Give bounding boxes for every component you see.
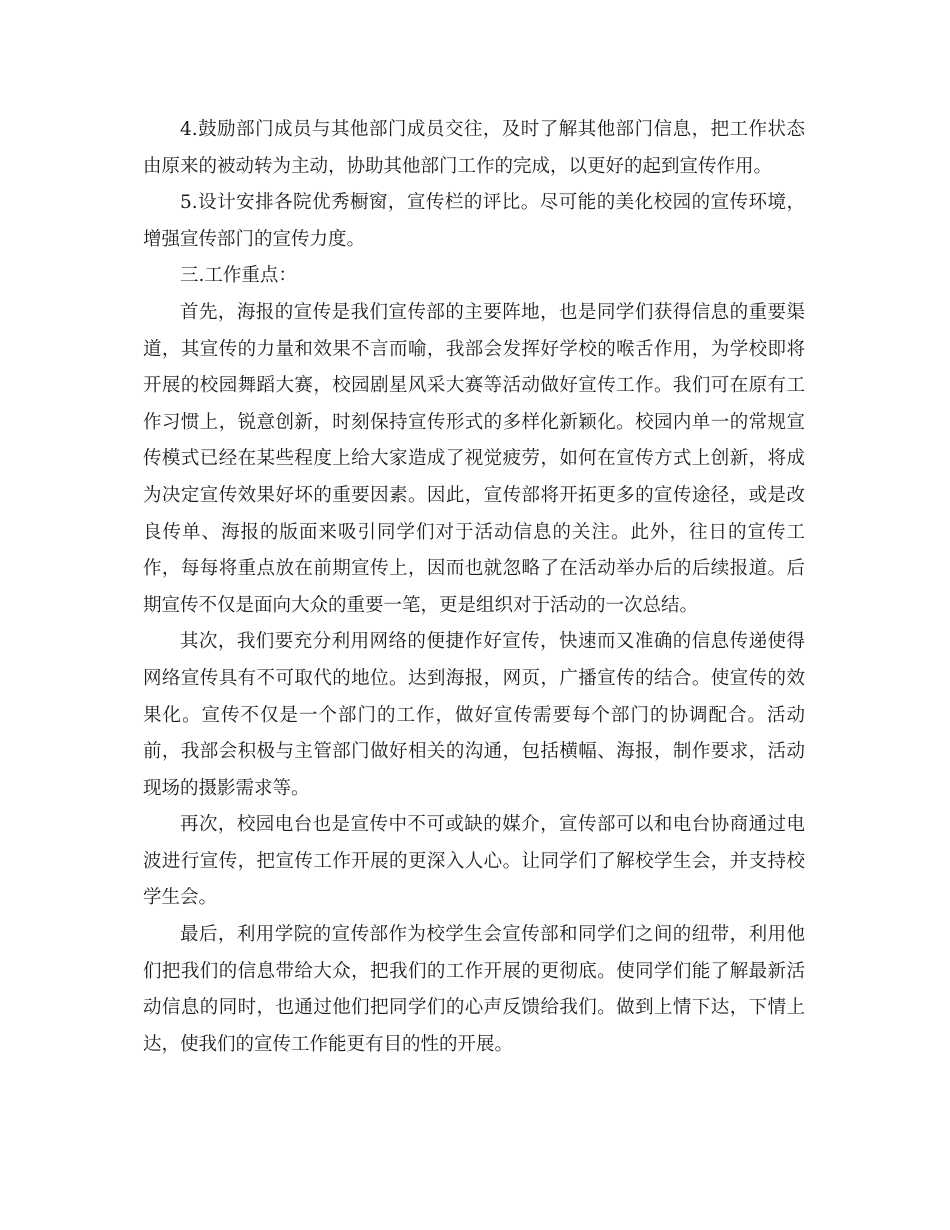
paragraph-item-5: 5.设计安排各院优秀橱窗，宣传栏的评比。尽可能的美化校园的宣传环境，增强宣传部门的宣传力度。 xyxy=(143,192,805,250)
paragraph-item-4: 4.鼓励部门成员与其他部门成员交往，及时了解其他部门信息，把工作状态由原来的被动转为主动，协助其他部门工作的完成，以更好的起到宣传作用。 xyxy=(143,119,805,177)
paragraph-last: 最后，利用学院的宣传部作为校学生会宣传部和同学们之间的纽带，利用他们把我们的信息带给大众，把我们的工作开展的更彻底。使同学们能了解最新活动信息的同时，也通过他们把同学们的心声反馈给我们。做到上情下达，下情上达，使我们的宣传工作能更有目的性的开展。 xyxy=(143,924,805,1055)
paragraph-third: 再次，校园电台也是宣传中不可或缺的媒介，宣传部可以和电台协商通过电波进行宣传，把宣传工作开展的更深入人心。让同学们了解校学生会，并支持校学生会。 xyxy=(143,814,805,909)
document-body xyxy=(143,112,805,1063)
paragraph-second: 其次，我们要充分利用网络的便捷作好宣传，快速而又准确的信息传递使得网络宣传具有不可取代的地位。达到海报，网页，广播宣传的结合。使宣传的效果化。宣传不仅是一个部门的工作，做好宣传需要每个部门的协调配合。活动前，我部会积极与主管部门做好相关的沟通，包括横幅、海报，制作要求，活动现场的摄影需求等。 xyxy=(143,631,805,799)
paragraph-first: 首先，海报的宣传是我们宣传部的主要阵地，也是同学们获得信息的重要渠道，其宣传的力量和效果不言而喻，我部会发挥好学校的喉舌作用，为学校即将开展的校园舞蹈大赛，校园剧星风采大赛等活动做好宣传工作。我们可在原有工作习惯上，锐意创新，时刻保持宣传形式的多样化新颖化。校园内单一的常规宣传模式已经在某些程度上给大家造成了视觉疲劳，如何在宣传方式上创新，将成为决定宣传效果好坏的重要因素。因此，宣传部将开拓更多的宣传途径，或是改良传单、海报的版面来吸引同学们对于活动信息的关注。此外，往日的宣传工作，每每将重点放在前期宣传上，因而也就忽略了在活动举办后的后续报道。后期宣传不仅是面向大众的重要一笔，更是组织对于活动的一次总结。 xyxy=(143,301,805,616)
section-heading-work-focus: 三.工作重点： xyxy=(180,265,297,287)
